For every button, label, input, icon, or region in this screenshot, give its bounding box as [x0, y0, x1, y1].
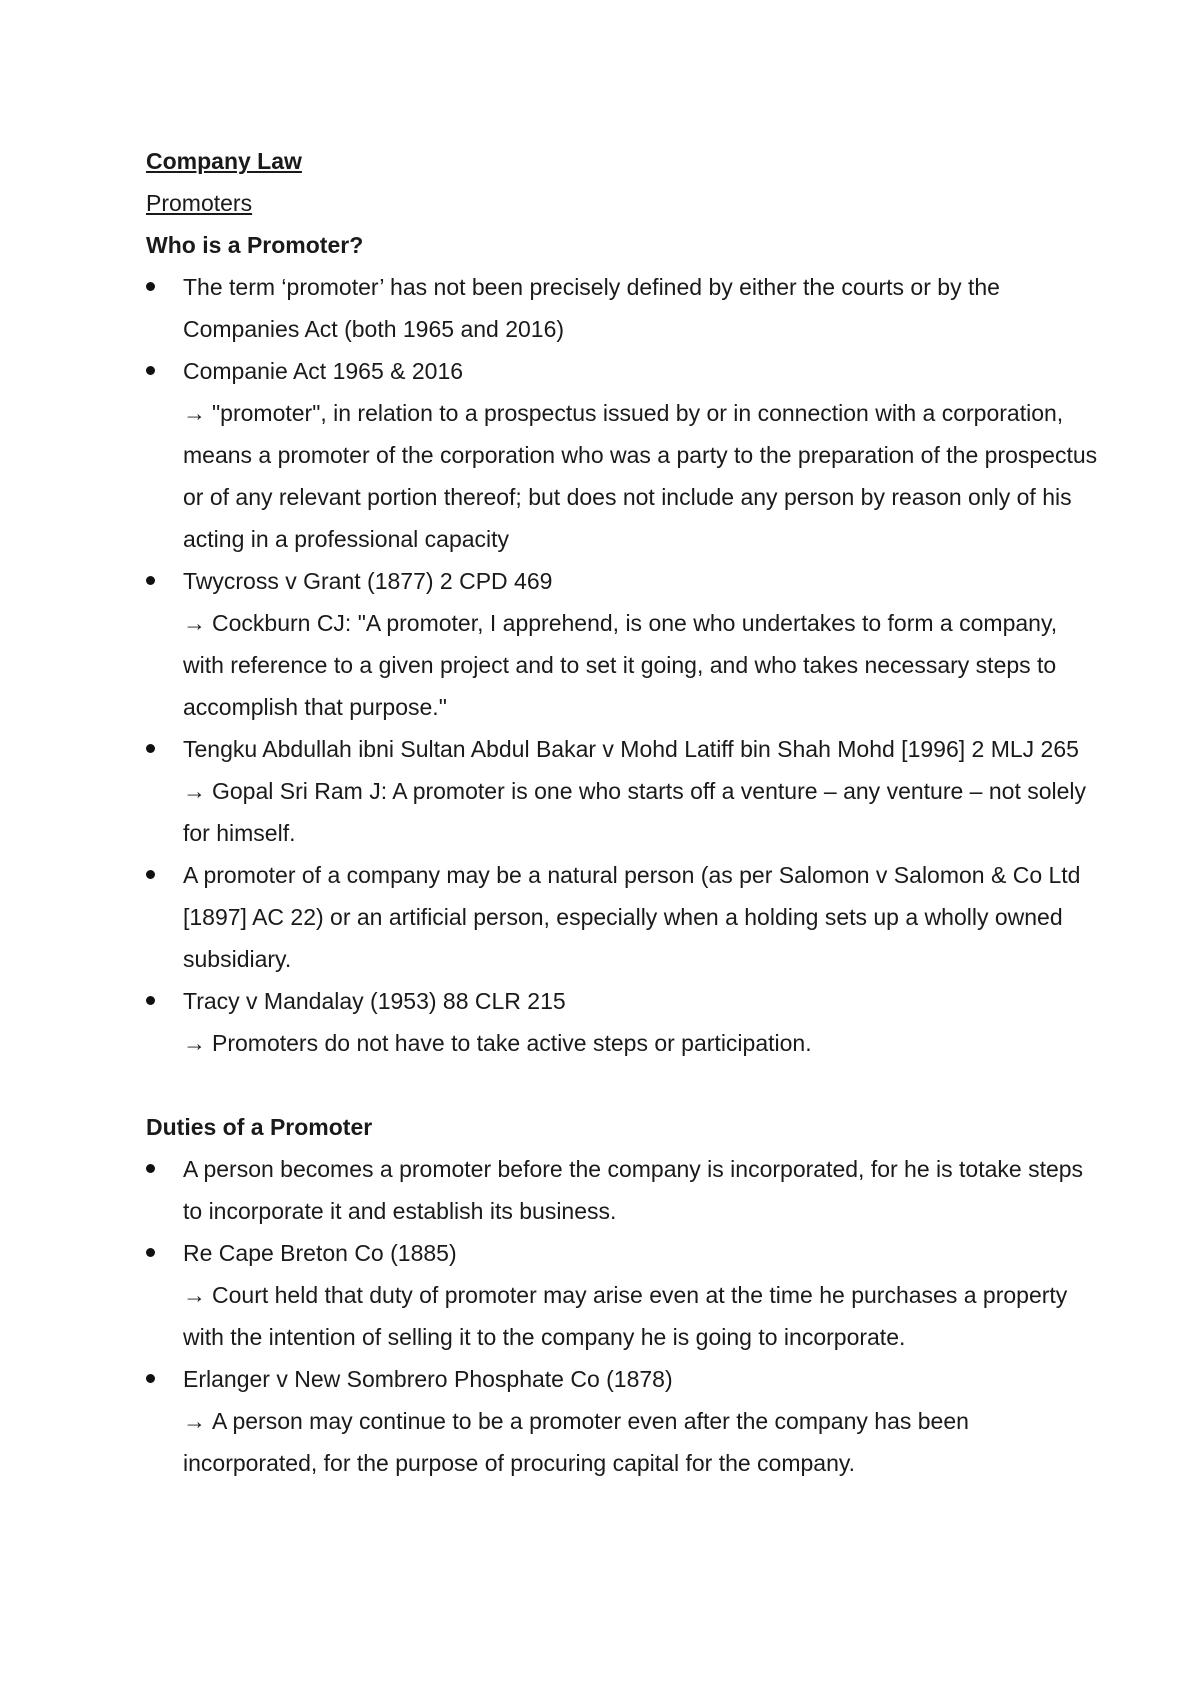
bullet-icon	[146, 744, 155, 753]
list-item	[146, 1232, 1103, 1358]
list-item	[146, 350, 1103, 560]
document-subtitle: Promoters	[146, 190, 253, 216]
list-item-text: Re Cape Breton Co (1885)	[183, 1240, 457, 1266]
list-item-note	[183, 1400, 1103, 1484]
list-item-note	[183, 770, 1103, 854]
bullet-icon	[146, 576, 155, 585]
list-item	[146, 560, 1103, 728]
list-item	[146, 980, 1103, 1064]
arrow-right-icon: →	[183, 610, 206, 636]
arrow-right-icon: →	[183, 400, 206, 426]
note-text: "promoter", in relation to a prospectus issued by or in connection with a corporation, means a promoter of the corporation who was a party to the preparation of the prospectus or of any relevant portion thereof; but does not include any person by reason only of his acting in a professional capacity	[183, 400, 1098, 552]
list-item	[146, 854, 1103, 980]
list-item-note	[183, 392, 1103, 560]
list-item-text: Erlanger v New Sombrero Phosphate Co (1878)	[183, 1366, 673, 1392]
arrow-right-icon: →	[183, 1030, 206, 1056]
document-title: Company Law	[146, 148, 302, 174]
section-heading-who-is-promoter: Who is a Promoter?	[146, 232, 364, 258]
arrow-right-icon: →	[183, 1282, 206, 1308]
bullet-icon	[146, 1164, 155, 1173]
note-text: Cockburn CJ: "A promoter, I apprehend, is one who undertakes to form a company, with reference to a given project and to set it going, and who takes necessary steps to accomplish that purpose."	[183, 610, 1058, 720]
list-item-text: The term ‘promoter’ has not been precisely defined by either the courts or by the Companies Act (both 1965 and 2016)	[183, 274, 1000, 342]
list-item-text: Twycross v Grant (1877) 2 CPD 469	[183, 568, 553, 594]
bullet-list-duties-of-promoter	[146, 1148, 1084, 1484]
list-item	[146, 1358, 1103, 1484]
bullet-icon	[146, 1248, 155, 1257]
list-item	[146, 1148, 1103, 1232]
list-item	[146, 728, 1103, 854]
note-text: Court held that duty of promoter may arise even at the time he purchases a property with the intention of selling it to the company he is going to incorporate.	[183, 1282, 1068, 1350]
list-item	[146, 266, 1103, 350]
note-text: A person may continue to be a promoter even after the company has been incorporated, for the purpose of procuring capital for the company.	[183, 1408, 969, 1476]
list-item-text: Tracy v Mandalay (1953) 88 CLR 215	[183, 988, 566, 1014]
section-heading-duties-of-promoter: Duties of a Promoter	[146, 1114, 373, 1140]
bullet-icon	[146, 996, 155, 1005]
list-item-text: Tengku Abdullah ibni Sultan Abdul Bakar v Mohd Latiff bin Shah Mohd [1996] 2 MLJ 265	[183, 736, 1079, 762]
bullet-icon	[146, 282, 155, 291]
list-item-note	[183, 602, 1103, 728]
section-spacer	[146, 1064, 1080, 1106]
list-item-text: Companie Act 1965 & 2016	[183, 358, 464, 384]
arrow-right-icon: →	[183, 778, 206, 804]
list-item-note	[183, 1274, 1103, 1358]
bullet-icon	[146, 366, 155, 375]
list-item-note	[183, 1022, 1103, 1064]
bullet-list-who-is-promoter	[146, 266, 1098, 1064]
note-text: Gopal Sri Ram J: A promoter is one who starts off a venture – any venture – not solely for himself.	[183, 778, 1087, 846]
list-item-text: A promoter of a company may be a natural person (as per Salomon v Salomon & Co Ltd [1897] AC 22) or an artificial person, especially when a holding sets up a wholly owned subsidiary.	[183, 862, 1081, 972]
bullet-icon	[146, 1374, 155, 1383]
arrow-right-icon: →	[183, 1408, 206, 1434]
list-item-text: A person becomes a promoter before the company is incorporated, for he is totake steps to incorporate it and establish its business.	[183, 1156, 1084, 1224]
note-text: Promoters do not have to take active steps or participation.	[212, 1030, 812, 1056]
bullet-icon	[146, 870, 155, 879]
